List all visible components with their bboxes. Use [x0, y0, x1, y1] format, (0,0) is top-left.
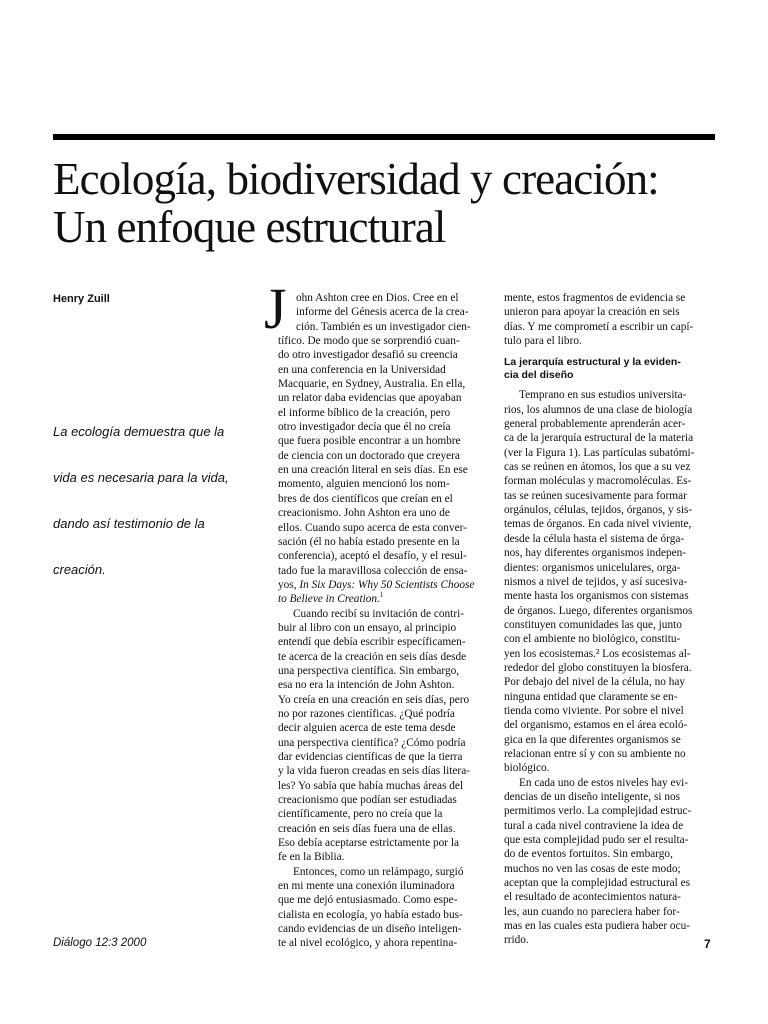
- pull-quote: [53, 420, 263, 604]
- body-line: nismos a nivel de tejidos, y así sucesiva-: [504, 575, 688, 588]
- pull-quote-line: dando así testimonio de la: [53, 516, 205, 531]
- body-line: do otro investigador desafió su creencia: [278, 349, 458, 362]
- body-line: nos, hay diferentes organismos indepen-: [504, 547, 687, 560]
- body-line: gica en la que diferentes organismos se: [504, 733, 681, 746]
- body-line: momento, alguien mencionó los nom-: [278, 478, 450, 491]
- author-name: Henry Zuill: [53, 293, 110, 305]
- body-line: otro investigador decía que él no creía: [278, 421, 451, 434]
- body-line: creación en seis días fuera una de ellas.: [278, 822, 456, 835]
- body-line: creacionismo que podían ser estudiadas: [278, 794, 457, 807]
- pull-quote-line: La ecología demuestra que la: [53, 424, 225, 439]
- body-line: cando evidencias de un diseño inteligen-: [278, 923, 462, 936]
- body-line: ción. También es un investigador cien-: [296, 320, 471, 333]
- body-line: tienda como viviente. Por sobre el nivel: [504, 704, 684, 717]
- body-line: les, aun cuando no pareciera haber for-: [504, 905, 680, 918]
- body-line: tural a cada nivel contraviene la idea de: [504, 819, 684, 832]
- body-line: te acerca de la creación en seis días desde: [278, 650, 467, 663]
- body-line: tífico. De modo que se sorprendió cuan-: [278, 335, 460, 348]
- top-rule: [53, 134, 715, 140]
- body-line: desde la célula hasta el sistema de órga-: [504, 532, 685, 545]
- body-line: creacionismo. John Ashton era uno de: [278, 507, 450, 520]
- body-line: aceptan que la complejidad estructural es: [504, 877, 691, 890]
- body-line: mente hasta los organismos con sistemas: [504, 590, 689, 603]
- body-line: sación (él no había estado presente en la: [278, 535, 460, 548]
- body-line: rededor del globo constituyen la biosfera.: [504, 661, 692, 674]
- body-line: orgánulos, células, tejidos, órganos, y sis-: [504, 504, 693, 517]
- drop-cap: J: [264, 276, 287, 341]
- subheading-line: La jerarquía estructural y la eviden-: [504, 356, 681, 369]
- body-line: el informe bíblico de la creación, pero: [278, 406, 451, 419]
- body-line: Cuando recibí su invitación de contri-: [293, 607, 464, 620]
- body-line: ca de la jerarquía estructural de la materia: [504, 432, 694, 445]
- body-line: constituyen comunidades las que, junto: [504, 618, 682, 631]
- body-line: mente, estos fragmentos de evidencia se: [504, 292, 686, 304]
- body-line: de órganos. Luego, diferentes organismos: [504, 604, 693, 617]
- body-line: conferencia), aceptó el desafío, y el resul-: [278, 550, 467, 563]
- body-line: bres de dos científicos que creían en el: [278, 492, 453, 505]
- body-line: científicamente, pero no creía que la: [278, 808, 443, 821]
- body-line: entendí que debía escribir específicamen-: [278, 636, 466, 649]
- body-line: biológico.: [504, 762, 550, 775]
- journal-issue: Diálogo 12:3 2000: [53, 937, 147, 949]
- section-subheading: [504, 356, 718, 382]
- article-title: [53, 155, 733, 251]
- body-line: un relator daba evidencias que apoyaban: [278, 392, 462, 405]
- body-line: rrido.: [504, 934, 529, 947]
- body-line: (ver la Figura 1). Las partículas subatómi-: [504, 446, 695, 459]
- body-line: tulo para el libro.: [504, 335, 582, 348]
- body-line: mas en las cuales esta pudiera haber ocu-: [504, 920, 691, 933]
- body-line: con el ambiente no biológico, constitu-: [504, 633, 681, 646]
- body-line: unieron para apoyar la creación en seis: [504, 306, 680, 319]
- column-2-section-text: [504, 388, 718, 947]
- body-line: esa no era la intención de John Ashton.: [278, 679, 455, 692]
- body-line: Eso debía aceptarse estrictamente por la: [278, 837, 459, 850]
- body-line: en una creación literal en seis días. En ese: [278, 464, 468, 477]
- body-column-1: [278, 291, 492, 951]
- body-line: en mi mente una conexión iluminadora: [278, 880, 455, 893]
- pull-quote-line: creación.: [53, 562, 106, 577]
- body-line: relacionan entre sí y con su ambiente no: [504, 747, 686, 760]
- body-line: el resultado de acontecimientos natura-: [504, 891, 681, 904]
- body-line: cialista en ecología, yo había estado bus-: [278, 908, 463, 921]
- body-line: que me dejó entusiasmado. Como espe-: [278, 894, 458, 907]
- subheading-line: cia del diseño: [504, 369, 574, 382]
- body-line: Por debajo del nivel de la célula, no hay: [504, 676, 686, 689]
- body-line: Macquarie, en Sydney, Australia. En ella,: [278, 378, 466, 391]
- body-line: permitimos verlo. La complejidad estruc-: [504, 805, 692, 818]
- column-2-continuation: [504, 291, 718, 348]
- body-line: rios, los alumnos de una clase de biología: [504, 403, 693, 416]
- body-line: to Believe in Creation.$^1$: [278, 592, 384, 606]
- body-line: días. Y me comprometí a escribir un capí-: [504, 320, 694, 333]
- body-line: en una conferencia en la Universidad: [278, 363, 446, 376]
- body-line: ninguna entidad que claramente se en-: [504, 690, 678, 703]
- body-line: una perspectiva científica? ¿Cómo podría: [278, 736, 466, 749]
- body-line: informe del Génesis acerca de la crea-: [296, 306, 469, 319]
- body-line: dientes: organismos unicelulares, orga-: [504, 561, 681, 574]
- pull-quote-line: vida es necesaria para la vida,: [53, 470, 229, 485]
- body-line: Yo creía en una creación en seis días, pero: [278, 693, 470, 706]
- body-line: Entonces, como un relámpago, surgió: [293, 865, 464, 878]
- body-line: buir al libro con un ensayo, al principio: [278, 621, 457, 634]
- body-line: decir alguien acerca de este tema desde: [278, 722, 456, 735]
- body-line: del organismo, estamos en el área ecoló-: [504, 719, 688, 732]
- body-line: de ciencia con un doctorado que creyera: [278, 449, 460, 462]
- body-line: ohn Ashton cree en Dios. Cree en el: [296, 292, 459, 304]
- body-line: temas de órganos. En cada nivel viviente,: [504, 518, 692, 531]
- body-line: muchos no ven las cosas de este modo;: [504, 862, 681, 875]
- title-line-1: Ecología, biodiversidad y creación:: [53, 154, 659, 204]
- body-line: una perspectiva científica. Sin embargo,: [278, 664, 460, 677]
- body-line: no por razones científicas. ¿Qué podría: [278, 707, 455, 720]
- body-line: yos, In Six Days: Why 50 Scientists Choose: [278, 578, 475, 591]
- body-line: y la vida fueron creadas en seis días litera-: [278, 765, 470, 778]
- body-line: yen los ecosistemas.² Los ecosistemas al-: [504, 647, 691, 660]
- body-line: fe en la Biblia.: [278, 851, 345, 864]
- body-line: forman moléculas y macromoléculas. Es-: [504, 475, 692, 488]
- body-line: tas se reúnen sucesivamente para formar: [504, 489, 687, 502]
- title-line-2: Un enfoque estructural: [53, 202, 446, 252]
- body-line: general probablemente aprenderán acer-: [504, 418, 686, 431]
- body-line: dencias de un diseño inteligente, si nos: [504, 791, 681, 803]
- body-line: les? Yo sabía que había muchas áreas del: [278, 779, 464, 792]
- body-column-2: [504, 291, 718, 948]
- body-line: que esta complejidad pudo ser el resulta-: [504, 834, 689, 847]
- body-line: tado fue la maravillosa colección de ensa-: [278, 564, 468, 577]
- body-line: En cada uno de estos niveles hay evi-: [519, 776, 689, 789]
- body-line: cas se reúnen en átomos, los que a su vez: [504, 461, 691, 474]
- body-line: que fuera posible encontrar a un hombre: [278, 435, 461, 448]
- body-line: te al nivel ecológico, y ahora repentina-: [278, 937, 458, 950]
- body-line: Temprano en sus estudios universita-: [519, 389, 687, 402]
- body-line: do de eventos fortuitos. Sin embargo,: [504, 848, 673, 861]
- page-number: 7: [704, 937, 711, 951]
- body-line: dar evidencias científicas de que la tierra: [278, 751, 463, 763]
- body-line: ellos. Cuando supo acerca de esta conver-: [278, 521, 467, 534]
